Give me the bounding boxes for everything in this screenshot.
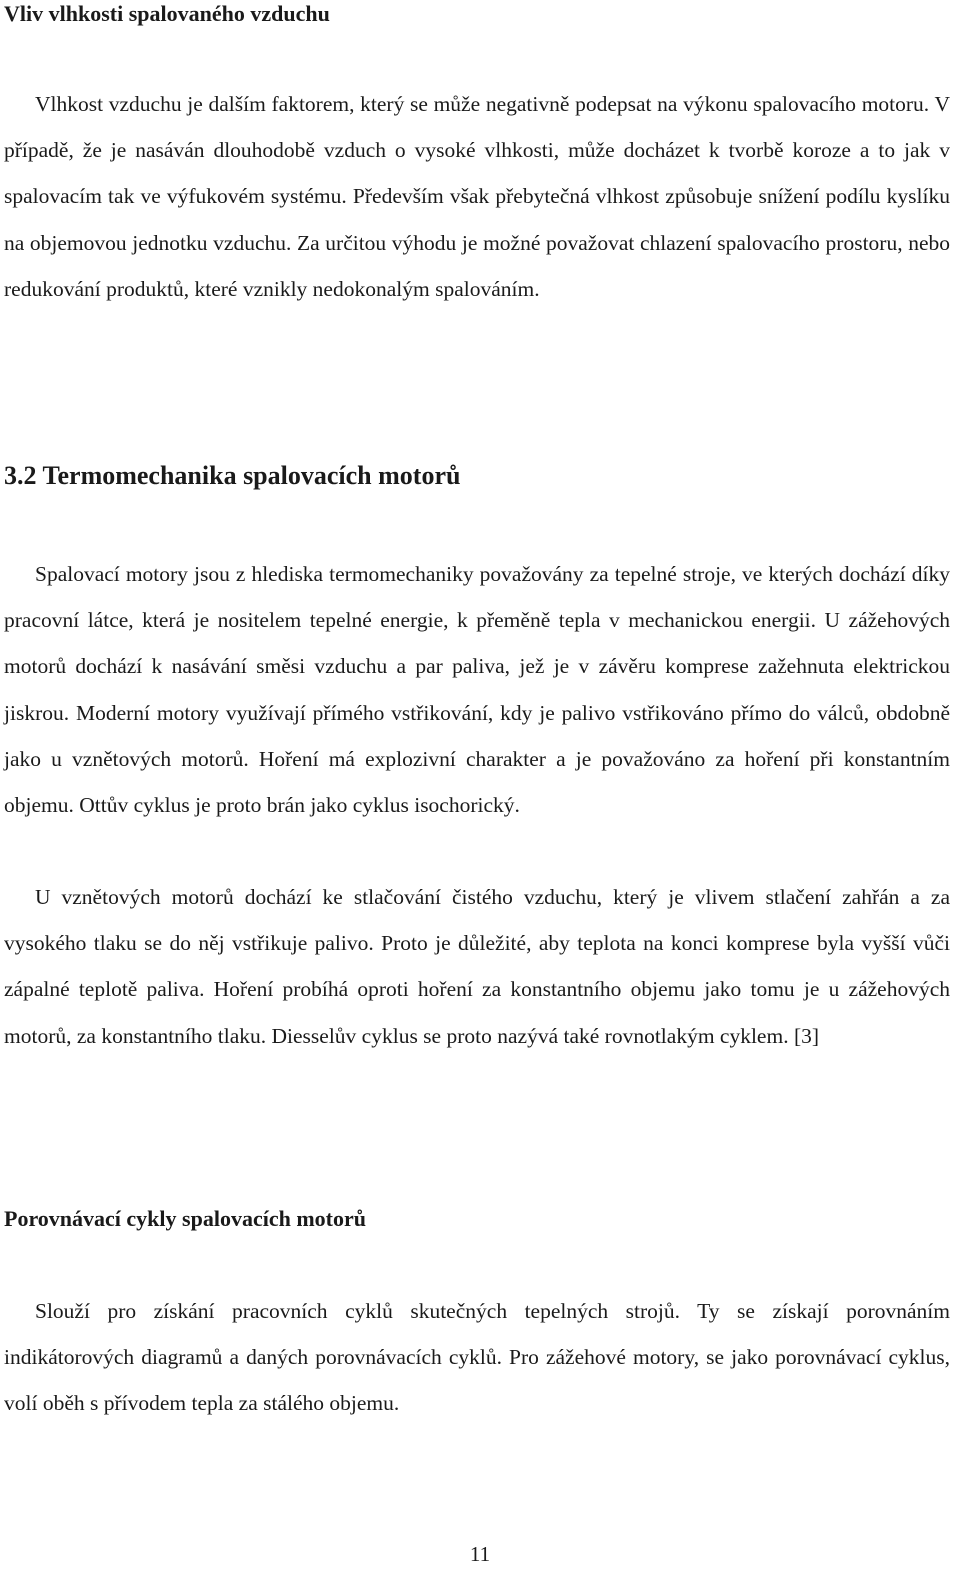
paragraph-thermo-2-text: U vznětových motorů dochází ke stlačování čistého vzduchu, který je vlivem stlačení zahřán a za vysokého tlaku se do něj vstřikuje palivo. Proto je důležité, aby teplota na konci komprese byla vyšší vůči zápalné teplotě paliva. Hoření probíhá oproti hoření za konstantního objemu jako tomu je u zážehových motorů, za konstantního tlaku. Diesselův cyklus se proto nazývá také rovnotlakým cyklem. [3]: [4, 885, 950, 1048]
paragraph-thermo-2: [4, 874, 950, 1059]
paragraph-humidity: [4, 81, 950, 312]
paragraph-humidity-text: Vlhkost vzduchu je dalším faktorem, který se může negativně podepsat na výkonu spalovacího motoru. V případě, že je nasáván dlouhodobě vzduch o vysoké vlhkosti, může docházet k tvorbě koroze a to jak v spalovacím tak ve výfukovém systému. Především však přebytečná vlhkost způsobuje snížení podílu kyslíku na objemovou jednotku vzduchu. Za určitou výhodu je možné považovat chlazení spalovacího prostoru, nebo redukování produktů, které vznikly nedokonalým spalováním.: [4, 92, 950, 301]
section-heading: 3.2 Termomechanika spalovacích motorů: [4, 461, 461, 490]
paragraph-cycles-text: Slouží pro získání pracovních cyklů skutečných tepelných strojů. Ty se získají porovnáním indikátorových diagramů a daných porovnávacích cyklů. Pro zážehové motory, se jako porovnávací cyklus, volí oběh s přívodem tepla za stálého objemu.: [4, 1299, 950, 1416]
paragraph-thermo-1-text: Spalovací motory jsou z hlediska termomechaniky považovány za tepelné stroje, ve kterých dochází díky pracovní látce, která je nositelem tepelné energie, k přeměně tepla v mechanickou energii. U zážehových motorů dochází k nasávání směsi vzduchu a par paliva, jež je v závěru komprese zažehnuta elektrickou jiskrou. Moderní motory využívají přímého vstřikování, kdy je palivo vstřikováno přímo do válců, obdobně jako u vznětových motorů. Hoření má explozivní charakter a je považováno za hoření při konstantním objemu. Ottův cyklus je proto brán jako cyklus isochorický.: [4, 562, 950, 818]
heading-cycles: Porovnávací cykly spalovacích motorů: [4, 1206, 366, 1231]
paragraph-cycles: [4, 1288, 950, 1427]
page-number: 11: [469, 1542, 491, 1566]
heading-humidity: Vliv vlhkosti spalovaného vzduchu: [4, 1, 330, 26]
paragraph-thermo-1: [4, 551, 950, 828]
